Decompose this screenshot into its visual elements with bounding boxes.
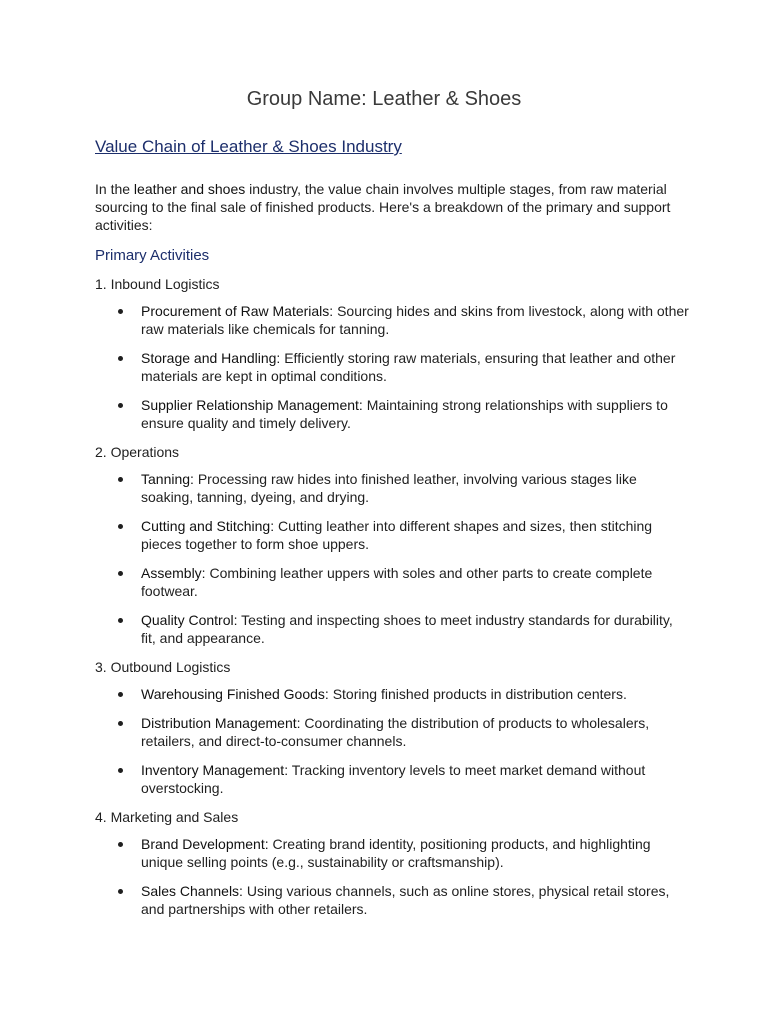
item-term: Storage and Handling: bbox=[141, 350, 281, 366]
item-term: Cutting and Stitching: bbox=[141, 518, 275, 534]
page-title: Group Name: Leather & Shoes bbox=[246, 88, 522, 110]
item-text: Testing and inspecting shoes to meet industry standards for durability, fit, and appearance. bbox=[141, 612, 673, 646]
section-title-link[interactable]: Value Chain of Leather & Shoes Industry bbox=[95, 137, 402, 156]
intro-bold: leather and shoes bbox=[133, 181, 246, 197]
item-text: Efficiently storing raw materials, ensuring that leather and other materials are kept in optimal conditions. bbox=[141, 350, 676, 384]
item-text: Cutting leather into different shapes and sizes, then stitching pieces together to form shoe uppers. bbox=[141, 518, 653, 552]
item-term: Assembly: bbox=[141, 565, 206, 581]
intro-post: industry, the value chain involves multiple stages, from raw material sourcing to the final sale of finished products. Here's a breakdown of the primary and support activities: bbox=[95, 181, 671, 233]
list-item bbox=[95, 564, 690, 600]
item-text: Sourcing hides and skins from livestock, along with other raw materials like chemicals for tanning. bbox=[141, 303, 689, 337]
intro-pre: In the bbox=[95, 181, 134, 197]
bullet-list bbox=[95, 685, 690, 797]
list-item bbox=[95, 611, 690, 647]
item-term: Distribution Management: bbox=[141, 715, 301, 731]
group-heading: 1. Inbound Logistics bbox=[95, 276, 220, 292]
group-heading: 4. Marketing and Sales bbox=[95, 809, 239, 825]
item-term: Quality Control: bbox=[141, 612, 238, 628]
item-text: Maintaining strong relationships with suppliers to ensure quality and timely delivery. bbox=[141, 397, 668, 431]
item-term: Procurement of Raw Materials: bbox=[141, 303, 334, 319]
item-term: Supplier Relationship Management: bbox=[141, 397, 363, 413]
list-item bbox=[95, 835, 690, 871]
item-text: Coordinating the distribution of products to wholesalers, retailers, and direct-to-consumer channels. bbox=[141, 715, 650, 749]
list-item bbox=[95, 761, 690, 797]
item-term: Warehousing Finished Goods: bbox=[141, 686, 329, 702]
item-term: Inventory Management: bbox=[141, 762, 289, 778]
bullet-list bbox=[95, 835, 690, 918]
item-term: Sales Channels: bbox=[141, 883, 243, 899]
list-item bbox=[95, 470, 690, 506]
intro-paragraph bbox=[95, 180, 690, 234]
group-heading: 3. Outbound Logistics bbox=[95, 659, 231, 675]
item-text: Creating brand identity, positioning products, and highlighting unique selling points (e.g., sustainability or craftsmanship). bbox=[141, 836, 651, 870]
list-item bbox=[95, 882, 690, 918]
item-text: Storing finished products in distribution centers. bbox=[328, 686, 627, 702]
list-item bbox=[95, 396, 690, 432]
group-heading: 2. Operations bbox=[95, 444, 180, 460]
list-item bbox=[95, 302, 690, 338]
list-item bbox=[95, 714, 690, 750]
bullet-list bbox=[95, 470, 690, 647]
list-item bbox=[95, 349, 690, 385]
item-text: Processing raw hides into finished leather, involving various stages like soaking, tanning, dyeing, and drying. bbox=[141, 471, 637, 505]
document-body bbox=[95, 180, 690, 929]
list-item bbox=[95, 685, 690, 703]
item-text: Combining leather uppers with soles and other parts to create complete footwear. bbox=[141, 565, 653, 599]
list-item bbox=[95, 517, 690, 553]
item-text: Using various channels, such as online stores, physical retail stores, and partnerships with other retailers. bbox=[141, 883, 670, 917]
item-text: Tracking inventory levels to meet market demand without overstocking. bbox=[141, 762, 646, 796]
primary-activities-heading: Primary Activities bbox=[95, 247, 210, 264]
item-term: Tanning: bbox=[141, 471, 194, 487]
bullet-list bbox=[95, 302, 690, 432]
item-term: Brand Development: bbox=[141, 836, 269, 852]
